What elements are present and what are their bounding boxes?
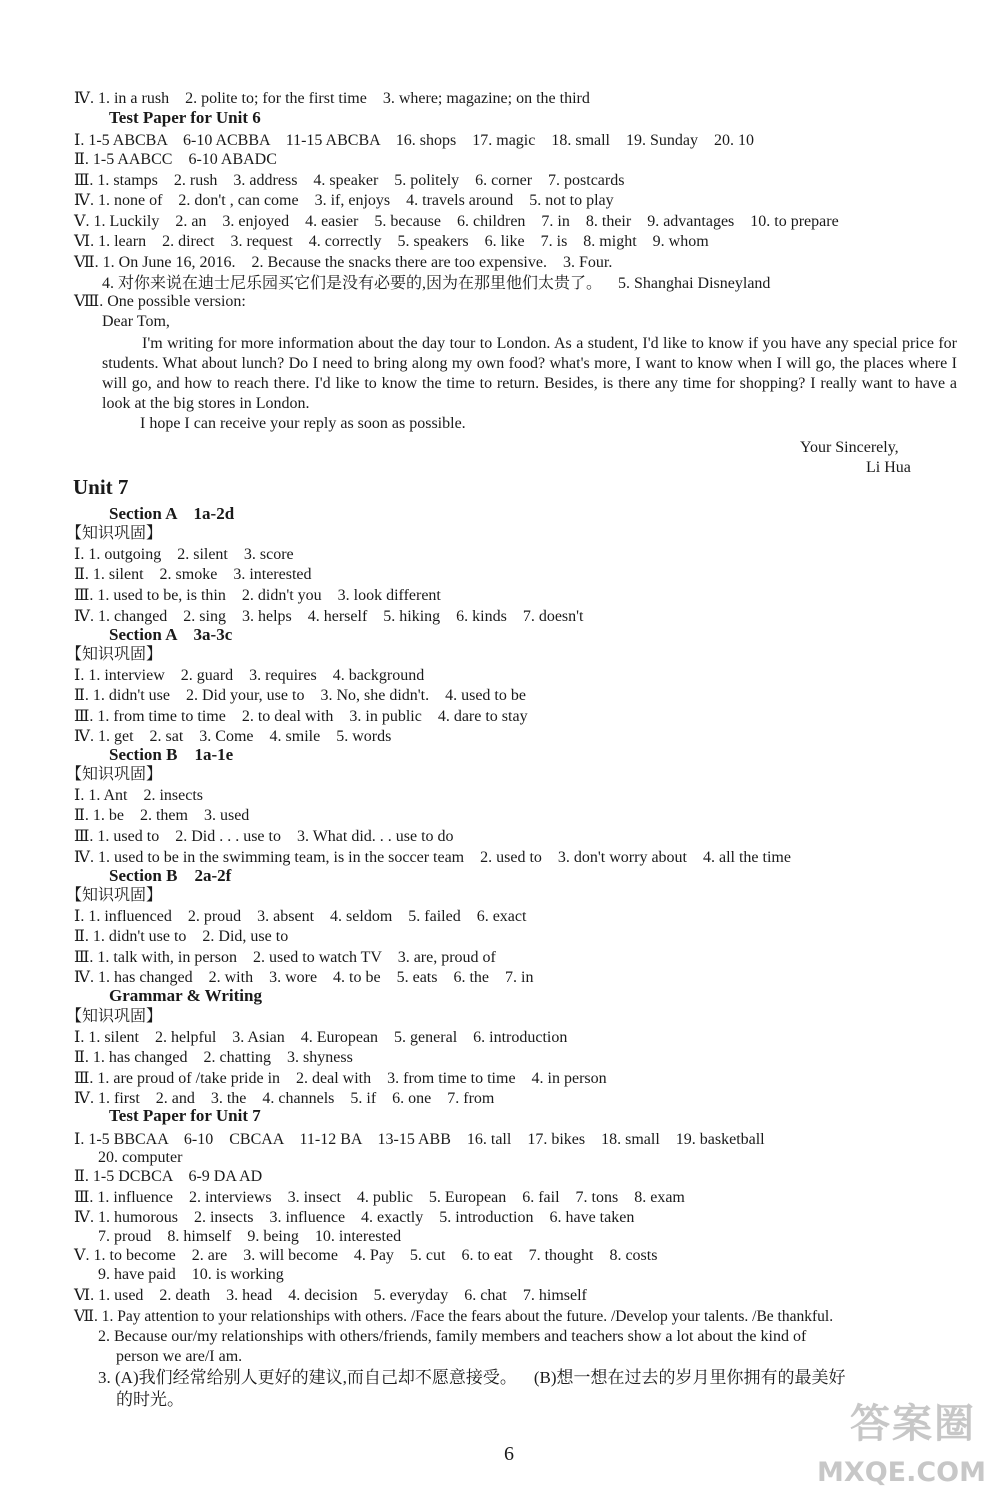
unit-title: Unit 7: [73, 475, 129, 499]
answer-line: Ⅱ. 1. has changed 2. chatting 3. shyness: [74, 1049, 353, 1066]
answer-line: Ⅱ. 1. didn't use 2. Did your, use to 3. No, she didn't. 4. used to be: [74, 687, 526, 704]
subsection-label: 【知识巩固】: [66, 766, 163, 783]
answer-line: Ⅳ. 1. get 2. sat 3. Come 4. smile 5. words: [74, 728, 392, 745]
answer-line: Ⅷ. One possible version:: [74, 293, 246, 310]
watermark-text: 答案圈: [850, 1401, 976, 1447]
answer-line: Ⅳ. 1. has changed 2. with 3. wore 4. to be 5. eats 6. the 7. in: [74, 969, 534, 986]
answer-line: Ⅰ. 1. Ant 2. insects: [74, 787, 203, 804]
answer-line: Ⅰ. 1. outgoing 2. silent 3. score: [74, 546, 294, 563]
answer-line: Ⅳ. 1. first 2. and 3. the 4. channels 5. if 6. one 7. from: [74, 1090, 495, 1107]
answer-line: Ⅲ. 1. used to 2. Did . . . use to 3. What did. . . use to do: [74, 828, 454, 845]
answer-line: Ⅲ. 1. stamps 2. rush 3. address 4. speaker 5. politely 6. corner 7. postcards: [74, 172, 625, 189]
answer-line: Ⅱ. 1. didn't use to 2. Did, use to: [74, 928, 289, 945]
answer-line: Ⅰ. 1. silent 2. helpful 3. Asian 4. European 5. general 6. introduction: [74, 1029, 568, 1046]
answer-line: 2. Because our/my relationships with others/friends, family members and teachers show a lot about the kind of: [98, 1328, 807, 1345]
letter-closing-line: I hope I can receive your reply as soon as possible.: [140, 415, 466, 432]
section-heading: Section B 1a-1e: [109, 745, 234, 764]
answer-line: Ⅱ. 1-5 AABCC 6-10 ABADC: [74, 151, 277, 168]
answer-line: Ⅲ. 1. talk with, in person 2. used to watch TV 3. are, proud of: [74, 949, 496, 966]
answer-line: person we are/I am.: [116, 1348, 243, 1365]
section-heading: Test Paper for Unit 7: [109, 1106, 261, 1125]
answer-line: 7. proud 8. himself 9. being 10. interested: [98, 1228, 402, 1245]
answer-line: 3. (A)我们经常给别人更好的建议,而自己却不愿意接受。 (B)想一想在过去的岁月里你拥有的最美好: [98, 1368, 846, 1387]
section-heading: Section A 1a-2d: [109, 504, 235, 523]
answer-line: 的时光。: [116, 1390, 184, 1409]
answer-line: Ⅴ. 1. Luckily 2. an 3. enjoyed 4. easier 5. because 6. children 7. in 8. their 9. advantages 10. to prepare: [74, 213, 839, 230]
answer-line: Ⅰ. 1-5 ABCBA 6-10 ACBBA 11-15 ABCBA 16. shops 17. magic 18. small 19. Sunday 20. 10: [74, 132, 754, 149]
answer-line: Ⅶ. 1. On June 16, 2016. 2. Because the snacks there are too expensive. 3. Four.: [74, 254, 613, 271]
subsection-label: 【知识巩固】: [66, 525, 163, 542]
answer-line: Ⅳ. 1. in a rush 2. polite to; for the first time 3. where; magazine; on the third: [74, 90, 590, 107]
answer-line: 20. computer: [98, 1149, 183, 1166]
page-number: 6: [504, 1443, 514, 1465]
answer-line: Ⅰ. 1. influenced 2. proud 3. absent 4. seldom 5. failed 6. exact: [74, 908, 527, 925]
answer-line: Ⅶ. 1. Pay attention to your relationships with others. /Face the fears about the future. /Develop your talents. /Be thankful.: [74, 1308, 834, 1325]
subsection-label: 【知识巩固】: [66, 887, 163, 904]
section-heading: Section A 3a-3c: [109, 625, 233, 644]
section-heading: Section B 2a-2f: [109, 866, 232, 885]
letter-body: I'm writing for more information about the day tour to London. As a student, I'd like to know if you have any special price for students. What about lunch? Do I need to bring along my own food? what's more, I want to know when I will go, the places where I will go, and how to reach there. I'd like to know the time to return. Besides, is there any time for shopping? I really want to have a look at the big stores in London.: [102, 335, 957, 412]
letter-signature: Li Hua: [866, 459, 911, 476]
answer-line: 4. 对你来说在迪士尼乐园买它们是没有必要的,因为在那里他们太贵了。 5. Shanghai Disneyland: [102, 275, 771, 292]
answer-line: Ⅰ. 1-5 BBCAA 6-10 CBCAA 11-12 BA 13-15 ABB 16. tall 17. bikes 18. small 19. basketball: [74, 1131, 765, 1148]
answer-line: Ⅴ. 1. to become 2. are 3. will become 4. Pay 5. cut 6. to eat 7. thought 8. costs: [74, 1247, 658, 1264]
answer-line: Ⅰ. 1. interview 2. guard 3. requires 4. background: [74, 667, 425, 684]
answer-line: Ⅲ. 1. from time to time 2. to deal with 3. in public 4. dare to stay: [74, 708, 528, 725]
answer-line: Ⅱ. 1-5 DCBCA 6-9 DA AD: [74, 1168, 263, 1185]
answer-line: Ⅳ. 1. none of 2. don't , can come 3. if, enjoys 4. travels around 5. not to play: [74, 192, 614, 209]
watermark-url: MXQE.COM: [817, 1457, 986, 1488]
answer-line: Ⅲ. 1. are proud of /take pride in 2. deal with 3. from time to time 4. in person: [74, 1070, 607, 1087]
subsection-label: 【知识巩固】: [66, 1008, 163, 1025]
section-heading: Test Paper for Unit 6: [109, 108, 261, 127]
answer-line: Ⅵ. 1. used 2. death 3. head 4. decision 5. everyday 6. chat 7. himself: [74, 1287, 587, 1304]
subsection-label: 【知识巩固】: [66, 646, 163, 663]
answer-line: Ⅳ. 1. humorous 2. insects 3. influence 4. exactly 5. introduction 6. have taken: [74, 1209, 635, 1226]
answer-line: Ⅲ. 1. used to be, is thin 2. didn't you 3. look different: [74, 587, 441, 604]
site-watermark-logo: [796, 1400, 986, 1488]
letter-signoff: Your Sincerely,: [800, 439, 899, 456]
answer-line: 9. have paid 10. is working: [98, 1266, 284, 1283]
answer-line: Ⅳ. 1. changed 2. sing 3. helps 4. herself 5. hiking 6. kinds 7. doesn't: [74, 608, 584, 625]
answer-line: Ⅱ. 1. silent 2. smoke 3. interested: [74, 566, 312, 583]
answer-line: Ⅵ. 1. learn 2. direct 3. request 4. correctly 5. speakers 6. like 7. is 8. might 9. whom: [74, 233, 709, 250]
answer-line: Ⅳ. 1. used to be in the swimming team, is in the soccer team 2. used to 3. don't worry about 4. all the time: [74, 849, 791, 866]
answer-line: Ⅱ. 1. be 2. them 3. used: [74, 807, 250, 824]
section-heading: Grammar & Writing: [109, 986, 262, 1005]
answer-line: Ⅲ. 1. influence 2. interviews 3. insect 4. public 5. European 6. fail 7. tons 8. exam: [74, 1189, 685, 1206]
letter-greeting: Dear Tom,: [102, 313, 170, 330]
